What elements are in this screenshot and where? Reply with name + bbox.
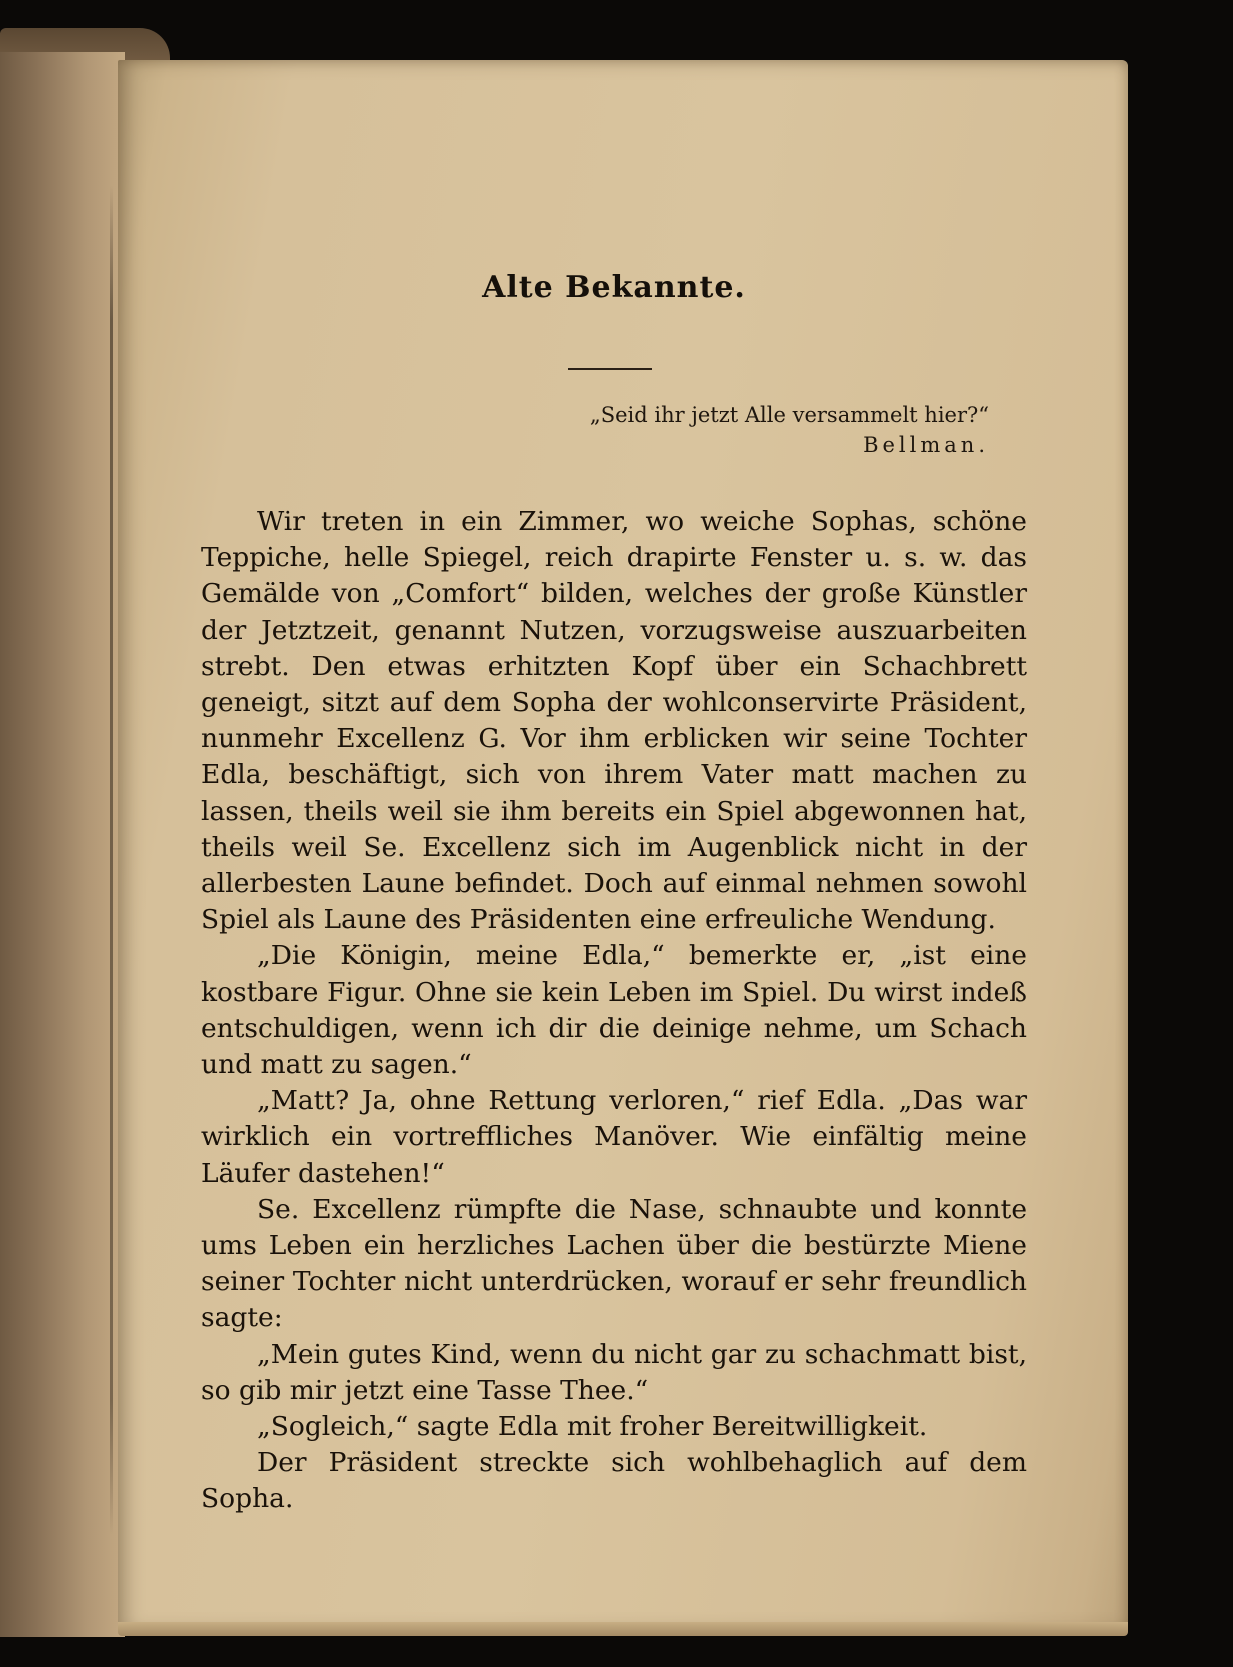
chapter-title: Alte Bekannte. (482, 270, 746, 305)
paragraph-3: „Matt? Ja, ohne Rettung verloren,“ rief Edla. „Das war wirklich ein vortreffliches Manöver. Wie einfältig meine Läufer dastehen!“ (201, 1085, 1027, 1189)
paragraph-6: „Sogleich,“ sagte Edla mit froher Bereitwilligkeit. (257, 1411, 928, 1443)
title-divider (568, 368, 652, 370)
paragraph-7: Der Präsident streckte sich wohlbehaglich auf dem Sopha. (201, 1447, 1027, 1515)
left-page-edge (0, 52, 125, 1637)
paragraph-1: Wir treten in ein Zimmer, wo weiche Sophas, schöne Teppiche, helle Spiegel, reich drapirte Fenster u. s. w. das Gemälde von „Comfort“ bilden, welches der große Künstler der Jetztzeit, genannt Nutzen, vorzugsweise auszuarbeiten strebt. Den etwas erhitzten Kopf über ein Schachbrett geneigt, sitzt auf dem Sopha der wohlconservirte Präsident, nunmehr Excellenz G. Vor ihm erblicken wir seine Tochter Edla, beschäftigt, sich von ihrem Vater matt machen zu lassen, theils weil sie ihm bereits ein Spiel abgewonnen hat, theils weil Se. Excellenz sich im Augenblick nicht in der allerbesten Laune befindet. Doch auf einmal nehmen sowohl Spiel als Laune des Präsidenten eine erfreuliche Wendung. (201, 506, 1027, 936)
epigraph (201, 400, 989, 460)
binding-crease (110, 185, 113, 1535)
paragraph-4: Se. Excellenz rümpfte die Nase, schnaubte und konnte ums Leben ein herzliches Lachen über die bestürzte Miene seiner Tochter nicht unterdrücken, worauf er sehr freundlich sagte: (201, 1193, 1027, 1334)
epigraph-quote: „Seid ihr jetzt Alle versammelt hier?“ (589, 403, 989, 427)
page-bottom-edge (118, 1622, 1128, 1636)
chapter-body (201, 504, 1027, 1518)
epigraph-author: Bellman. (863, 433, 989, 457)
paragraph-5: „Mein gutes Kind, wenn du nicht gar zu schachmatt bist, so gib mir jetzt eine Tasse Thee.“ (201, 1338, 1027, 1406)
paragraph-2: „Die Königin, meine Edla,“ bemerkte er, „ist eine kostbare Figur. Ohne sie kein Leben im Spiel. Du wirst indeß entschuldigen, wenn ich dir die deinige nehme, um Schach und matt zu sagen.“ (201, 940, 1027, 1081)
